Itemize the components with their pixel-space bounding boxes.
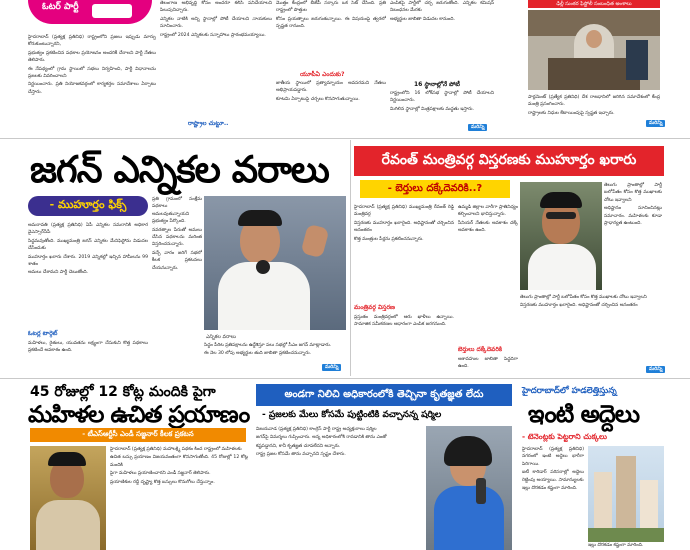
top-mid3-article-b: రాష్ట్రంలోని 16 లోక్‌సభ స్థానాల్లో పోటీ చేయాలని నిర్ణయించారు. మిగిలిన స్థానాల్లో మిత్రపక్షాలకు మద్దతు ఇస్తారు.: [390, 91, 494, 112]
women-headline-main: మహిళల ఉచిత ప్రయాణం: [28, 402, 250, 428]
revanth-col1-b: ప్రస్తుతం మంత్రివర్గంలో ఆరు ఖాళీలు ఉన్నాయి. సామాజిక సమీకరణల ఆధారంగా ఎంపిక జరగనుంది.: [354, 315, 454, 328]
divider: [0, 378, 690, 379]
badge-text: ఓటర్ పార్టీ: [42, 2, 79, 12]
apartments-photo: [588, 446, 664, 542]
jagan-col1-b: మహిళలు, రైతులు, యువతను లక్ష్యంగా చేసుకుని కొత్త పథకాలు ప్రకటించే అవకాశం ఉంది.: [28, 341, 148, 354]
read-more-button[interactable]: మరిన్ని: [468, 124, 487, 131]
revanth-col4: తెలుగు ప్రాంతాల్లో పార్టీ బలోపేతం కోసం కొత్త ముఖాలకు చోటు ఇవ్వాలని విస్తరణకు ముహూర్తం ఖరారైంది. అధిష్టానంతో చర్చించిన అనంతరం: [520, 295, 647, 309]
revanth-col2: ఉమ్మడి జిల్లాల వారీగా ప్రాతినిధ్యం కల్పించాలని భావిస్తున్నారు. సీనియర్ నేతలకు అవకాశం దక్కే అవకాశం ఉంది.: [458, 205, 518, 234]
top-left-article: హైదరాబాద్ (ప్రత్యక్ష ప్రతినిధి) రాష్ట్రంలోని ప్రజలు ఇప్పుడు మార్పు కోరుకుంటున్నారని, ప్రభుత్వం ప్రకటించిన పథకాల ప్రయోజనం అందరికీ చేరాలని పార్టీ నేతలు తెలిపారు. ఈ నేపథ్యంలో గ్రామ స్థాయిలో సభలు నిర్వహించి, పార్టీ విధానాలను ప్రజలకు వివరించాలని నిర్ణయించారు. ప్రతి నియోజకవర్గంలో కార్యకర్తల సమావేశాలు ఏర్పాటు చేస్తారు.: [28, 35, 156, 95]
women-headline-top: 45 రోజుల్లో 12 కోట్ల మందికి పైగా: [30, 384, 216, 400]
read-more-button[interactable]: మరిన్ని: [646, 120, 665, 127]
sharmila-subhead: - ప్రజలకు మేలు కోసమే పుట్టింటికి వచ్చానన్న షర్మిల: [262, 410, 442, 420]
jagan-col1-subhead: ఓటర్ల టార్గెట్: [28, 330, 58, 337]
sharmila-article: విజయవాడ (ప్రత్యక్ష ప్రతినిధి) కాంగ్రెస్ పార్టీ రాష్ట్ర అధ్యక్షురాలు షర్మిల జగన్‌పై విమర్శలు గుప్పించారు. అన్న అధికారంలోకి రావడానికి తాను ఎంతో కష్టపడ్డానని, కానీ కృతజ్ఞత చూపలేదని అన్నారు. రాష్ట్ర ప్రజల కోసమే తాను వచ్చానని స్పష్టం చేశారు.: [256, 427, 387, 458]
housing-subhead: - టెనెంట్లకు పెట్టరాని చుక్కలు: [522, 432, 607, 441]
jagan-photo-caption: ఎన్నికల వరాలు: [206, 334, 237, 340]
car-icon: [92, 4, 132, 18]
divider: [0, 138, 690, 139]
revanth-col1-subhead: మంత్రివర్గ విస్తరణ: [354, 304, 395, 311]
jagan-photo: [204, 196, 346, 330]
housing-headline-main: ఇంటి అద్దెలు: [528, 400, 640, 428]
sharmila-photo: [426, 426, 512, 550]
mid3-subhead: 16 స్థానాల్లోనే పోటీ: [414, 81, 460, 88]
top-mid3-article: ఎంపికపై పార్టీలో చర్చ జరుగుతోంది. ఎన్నికల కమిషన్ నిబంధనల మేరకు అభ్యర్థుల జాబితా విడుదల కానుంది.: [390, 1, 494, 22]
sajjanar-photo: [30, 446, 106, 550]
revanth-col2-subhead: బెర్తులు దక్కేదెవరికి: [458, 346, 503, 353]
read-more-button[interactable]: మరిన్ని: [646, 366, 665, 373]
revanth-headline: రేవంత్ మంత్రివర్గ విస్తరణకు ముహూర్తం ఖరారు: [354, 146, 664, 176]
mid2-subhead: యూపీఏ ఎందుకు?: [300, 71, 345, 78]
revanth-photo: [520, 182, 602, 290]
jagan-col3: సిద్ధం పేరిట ప్రతిపక్షాలను ఉద్దేశిస్తూ పలు సభల్లో సీఎం జగన్ మాట్లాడారు. ఈ నెల 30 లోపు అభ్యర్థుల తుది జాబితా ప్రకటించనున్నారు.: [204, 343, 332, 357]
jagan-subhead: - ముహూర్తం ఫిక్స్: [28, 196, 148, 216]
parliament-photo: [528, 10, 660, 90]
women-article: హైదరాబాద్ (ప్రత్యక్ష ప్రతినిధి) మహాలక్ష్మి పథకం కింద రాష్ట్రంలో మహిళలకు ఉచిత బస్సు ప్రయాణం విజయవంతంగా కొనసాగుతోంది. 45 రోజుల్లో 12 కోట్ల మందికి పైగా మహిళలు ప్రయాణించారని ఎండీ సజ్జనార్ తెలిపారు. ప్రయాణికుల రద్దీ దృష్ట్యా కొత్త బస్సులు కొనుగోలు చేస్తున్నాం.: [110, 447, 248, 485]
top-right-article: పార్లమెంట్ (ప్రత్యేక ప్రతినిధి) దేశ రాజధానిలో జరిగిన సమావేశంలో కేంద్ర మంత్రి ప్రసంగించారు. రాష్ట్రాలకు నిధుల కేటాయింపుపై స్పష్టత ఇచ్చారు.: [528, 95, 660, 116]
revanth-col2-b: ఆశావహుల జాబితా పెద్దదిగా ఉంది.: [458, 357, 518, 370]
jagan-col1: అమరావతి (ప్రత్యక్ష ప్రతినిధి) ఏపీ ఎన్నికల సమరానికి అధికార వైఎస్సార్‌సీపీ సిద్ధమవుతోంది. ముఖ్యమంత్రి జగన్ ఎన్నికల మేనిఫెస్టోను విడుదల చేసేందుకు ముహూర్తం ఖరారు చేశారు. 2019 ఎన్నికల్లో ఇచ్చిన హామీలను 99 శాతం అమలు చేశామని పార్టీ చెబుతోంది.: [28, 223, 148, 276]
divider: [350, 140, 351, 376]
housing-article: హైదరాబాద్ (ప్రత్యక్ష ప్రతినిధి) నగరంలో ఇంటి అద్దెలు భారీగా పెరిగాయి. ఐటీ కారిడార్ పరిసరాల్లో అద్దెలు రెట్టింపు అయ్యాయి. సామాన్యులకు ఇల్లు దొరకడం కష్టంగా మారింది.: [522, 447, 584, 492]
revanth-col1: హైదరాబాద్ (ప్రత్యక్ష ప్రతినిధి) ముఖ్యమంత్రి రేవంత్ రెడ్డి మంత్రివర్గ విస్తరణకు ముహూర్తం ఖరారైంది. అధిష్టానంతో చర్చించిన అనంతరం కొత్త మంత్రుల పేర్లను ప్రకటించనున్నారు.: [354, 205, 454, 242]
read-more-button[interactable]: మరిన్ని: [322, 364, 341, 371]
jagan-headline: జగన్ ఎన్నికల వరాలు: [30, 148, 329, 191]
top-mid2-article: మొత్తం కేంద్రంలో బీజేపీ సర్కారు ఒక సెట్ చేసింది. ప్రతి రాష్ట్రంలో పొత్తుల కోసం ప్రయత్నాలు జరుగుతున్నాయి. ఈ విషయంపై త్వరలో స్పష్టత రానుంది.: [276, 1, 386, 30]
housing-headline-top: హైదరాబాద్‌లో హడలెత్తిస్తున్న: [522, 386, 617, 396]
top-mid1-article: తెలంగాణ అభివృద్ధి కోసం అందరూ కలిసి పనిచేయాలని పిలుపునిచ్చారు. ఎన్నికల నాటికి అన్ని స్థానాల్లో పోటీ చేయాలని నాయకులు సూచించారు. రాష్ట్రంలో 2024 ఎన్నికలకు సన్నాహాలు ప్రారంభమయ్యాయి.: [160, 1, 272, 38]
revanth-col3: తెలుగు ప్రాంతాల్లో పార్టీ బలోపేతం కోసం కొత్త ముఖాలకు చోటు ఇవ్వాలని అధిష్టానం సూచించినట్లు సమాచారం. మహిళలకు కూడా ప్రాధాన్యత ఉంటుంది.: [604, 183, 662, 227]
jagan-col2: ప్రతి గ్రామంలో సంక్షేమ పథకాలు అమలవుతున్నాయని ప్రభుత్వం పేర్కొంది. నవరత్నాల పేరుతో అమలు చేసిన పథకాలను మరింత విస్తరించనున్నారు. వచ్చే వారం జరిగే సభలో కీలక ప్రకటనలు చేయనున్నారు.: [152, 197, 202, 271]
housing-article-b: ఇల్లు దొరకడం కష్టంగా మారింది.: [588, 543, 644, 548]
mid1-subhead: రాష్ట్రాల చుట్టూ..: [188, 120, 229, 127]
women-subhead: - టీఎస్ఆర్టీసీ ఎండీ సజ్జనార్ కీలక ప్రకటన: [30, 428, 246, 442]
revanth-subhead: - బెర్తులు దక్కేదెవరికి..?: [360, 180, 510, 198]
masthead-badge: [28, 0, 152, 24]
sharmila-headline: అండగా నిలిచి అధికారంలోకి తెచ్చినా కృతజ్ఞత లేదు: [256, 384, 512, 406]
top-mid2-article-b: జాతీయ స్థాయిలో ప్రత్యామ్నాయం అవసరమని నేతలు అభిప్రాయపడ్డారు. కూటమి ఏర్పాటుపై చర్చలు కొనసాగుతున్నాయి.: [276, 81, 386, 102]
top-right-banner: ఢిల్లీ సుంకర ఫిస్టోలీ సంబంధిత అంశాలు: [528, 0, 660, 8]
